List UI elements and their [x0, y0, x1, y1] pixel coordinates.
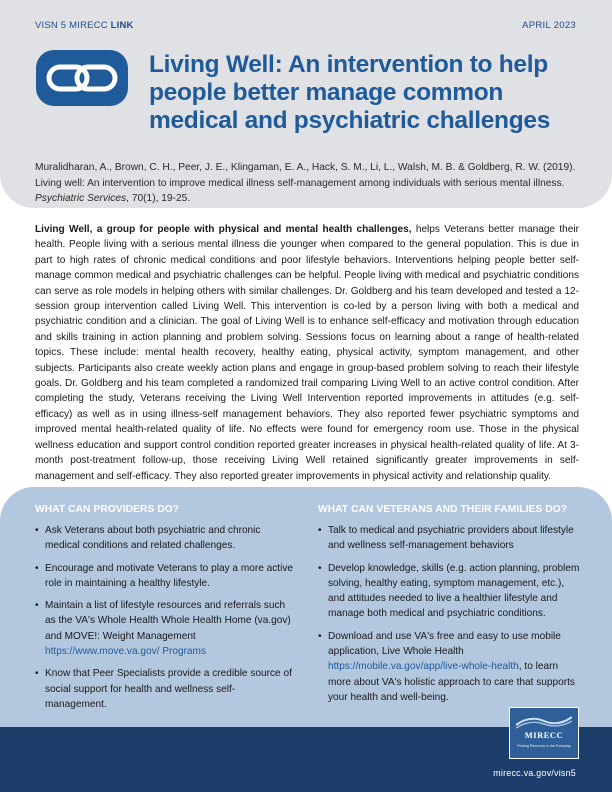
page-title: Living Well: An intervention to help people better manage common medical and psychiatric challenges	[149, 51, 551, 134]
footer-url[interactable]: mirecc.va.gov/visn5	[493, 768, 576, 778]
list-item: • Talk to medical and psychiatric providers about lifestyle and wellness self-management behaviors	[318, 523, 580, 554]
summary-lead: Living Well, a group for people with physical and mental health challenges,	[35, 224, 412, 235]
issue-date: APRIL 2023	[522, 20, 576, 31]
providers-heading: WHAT CAN PROVIDERS DO?	[35, 504, 180, 515]
mirecc-logo-name: MIRECC	[524, 730, 564, 740]
list-item: • Develop knowledge, skills (e.g. action planning, problem solving, healthy eating, symptom management, etc.), and attitudes needed to live a healthier lifestyle and manage both medical and psychiatric conditions.	[318, 561, 580, 622]
series-label: VISN 5 MIRECC LINK	[35, 20, 134, 31]
list-item: • Download and use VA's free and easy to use mobile application, Live Whole Health https://mobile.va.gov/app/live-whole-health, to learn more about VA's holistic approach to care that supports your health and well-being.	[318, 629, 580, 705]
citation: Muralidharan, A., Brown, C. H., Peer, J. E., Klingaman, E. A., Hack, S. M., Li, L., Walsh, M. B. & Goldberg, R. W. (2019). Living well: An intervention to improve medical illness self-management among individuals with serious mental illness. Psychiatric Services, 70(1), 19-25.	[35, 162, 576, 204]
veterans-column	[318, 504, 580, 712]
list-item: • Maintain a list of lifestyle resources and referrals such as the VA's Whole Health Whole Health Home (va.gov) and MOVE!: Weight Management https://www.move.va.gov/ Programs	[35, 598, 293, 659]
mirecc-logo	[509, 707, 579, 759]
summary-paragraph	[35, 222, 579, 484]
veterans-heading: WHAT CAN VETERANS AND THEIR FAMILIES DO?	[318, 504, 568, 515]
list-item: • Encourage and motivate Veterans to play a more active role in maintaining a healthy lifestyle.	[35, 561, 293, 592]
providers-list	[35, 523, 293, 712]
veterans-list	[318, 523, 580, 705]
move-link[interactable]: https://www.move.va.gov/ Programs	[45, 646, 206, 658]
live-whole-health-link[interactable]: https://mobile.va.gov/app/live-whole-health	[328, 661, 519, 673]
mirecc-logo-tagline: Finding Recovery in the Everyday	[517, 744, 571, 748]
list-item: • Ask Veterans about both psychiatric and chronic medical conditions and related challenges.	[35, 523, 293, 554]
list-item: • Know that Peer Specialists provide a credible source of social support for health and wellness self-management.	[35, 666, 293, 712]
wave-icon	[516, 713, 572, 729]
summary-text: helps Veterans better manage their health. People living with a serious mental illness die younger when compared to the general population. This is due in part to high rates of chronic medical conditions and poor lifestyle behaviors. Interventions helping people better self-manage common medical and psychiatric challenges can be helpful. People living with medical and psychiatric conditions can serve as role models in helping others with similar challenges. Dr. Goldberg and his team developed and tested a 12-session group intervention called Living Well. This intervention is co-led by a person living with both a medical and psychiatric condition and a clinician. The goal of Living Well is to enhance self-efficacy and motivation through education and skills training in action planning and problem solving. Sessions focus on learning about a range of health-related topics. These include: mental health recovery, healthy eating, physical activity, symptom management, and other subjects. Participants also create weekly action plans and engage in group-based problem solving to reach their lifestyle goals. Dr. Goldberg and his team completed a randomized trail comparing Living Well to an active control condition. After completing the study, Veterans receiving the Living Well Intervention reported improvements in attitudes (e.g. self-efficacy) as well as in using illness-self management behaviors. They also reported fewer psychiatric symptoms and improved mental health-related quality of life. No effects were found for emergency room use. Those in the physical wellness education and support control condition reported greater increases in physical health-related quality of life. At 3-month post-treatment follow-up, those receiving Living Well retained significantly greater improvements in self-management and self-efficacy. They also reported greater improvements in physical activity and relationship quality.	[35, 224, 579, 482]
providers-column	[35, 504, 293, 719]
chain-link-icon	[36, 50, 128, 106]
